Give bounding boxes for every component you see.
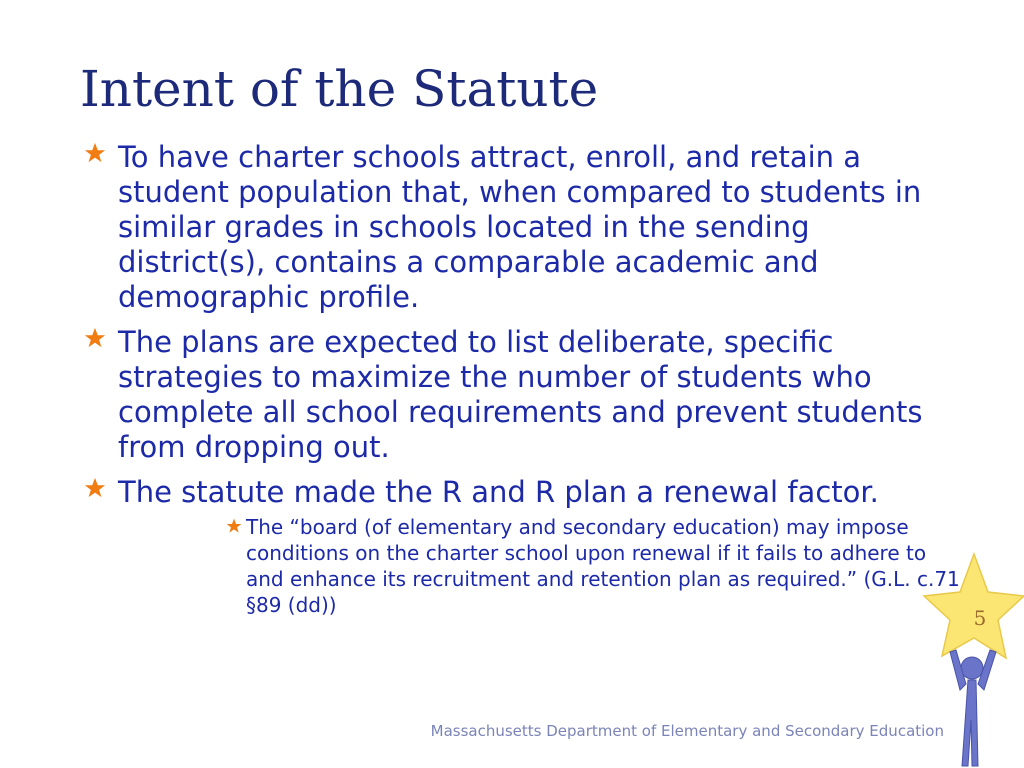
bullet-item — [80, 140, 960, 315]
footer-text: Massachusetts Department of Elementary and Secondary Education — [430, 722, 944, 740]
slide-number: 5 — [973, 606, 987, 630]
bullet-text: To have charter schools attract, enroll, and retain a student population that, when compared to students in similar grades in schools located in the sending district(s), contains a comparable academic and demographic profile. — [118, 140, 922, 314]
bullet-list — [80, 140, 960, 628]
star-icon — [84, 142, 106, 164]
bullet-item — [80, 325, 960, 465]
star-icon — [84, 327, 106, 349]
sub-bullet-text: The “board (of elementary and secondary education) may impose conditions on the charter school upon renewal if it fails to adhere to and enhance its recruitment and retention plan as required.” (G.L. c.71 §89 (dd)) — [246, 515, 960, 617]
mascot-person-icon — [950, 650, 996, 766]
star-icon — [226, 518, 242, 534]
bullet-text: The plans are expected to list deliberate, specific strategies to maximize the number of students who complete all school requirements and prevent students from dropping out. — [118, 325, 923, 464]
sub-bullet-item — [224, 514, 966, 618]
slide-title: Intent of the Statute — [80, 60, 599, 118]
bullet-text: The statute made the R and R plan a renewal factor. — [118, 475, 879, 509]
bullet-item — [80, 475, 960, 618]
star-icon — [84, 477, 106, 499]
